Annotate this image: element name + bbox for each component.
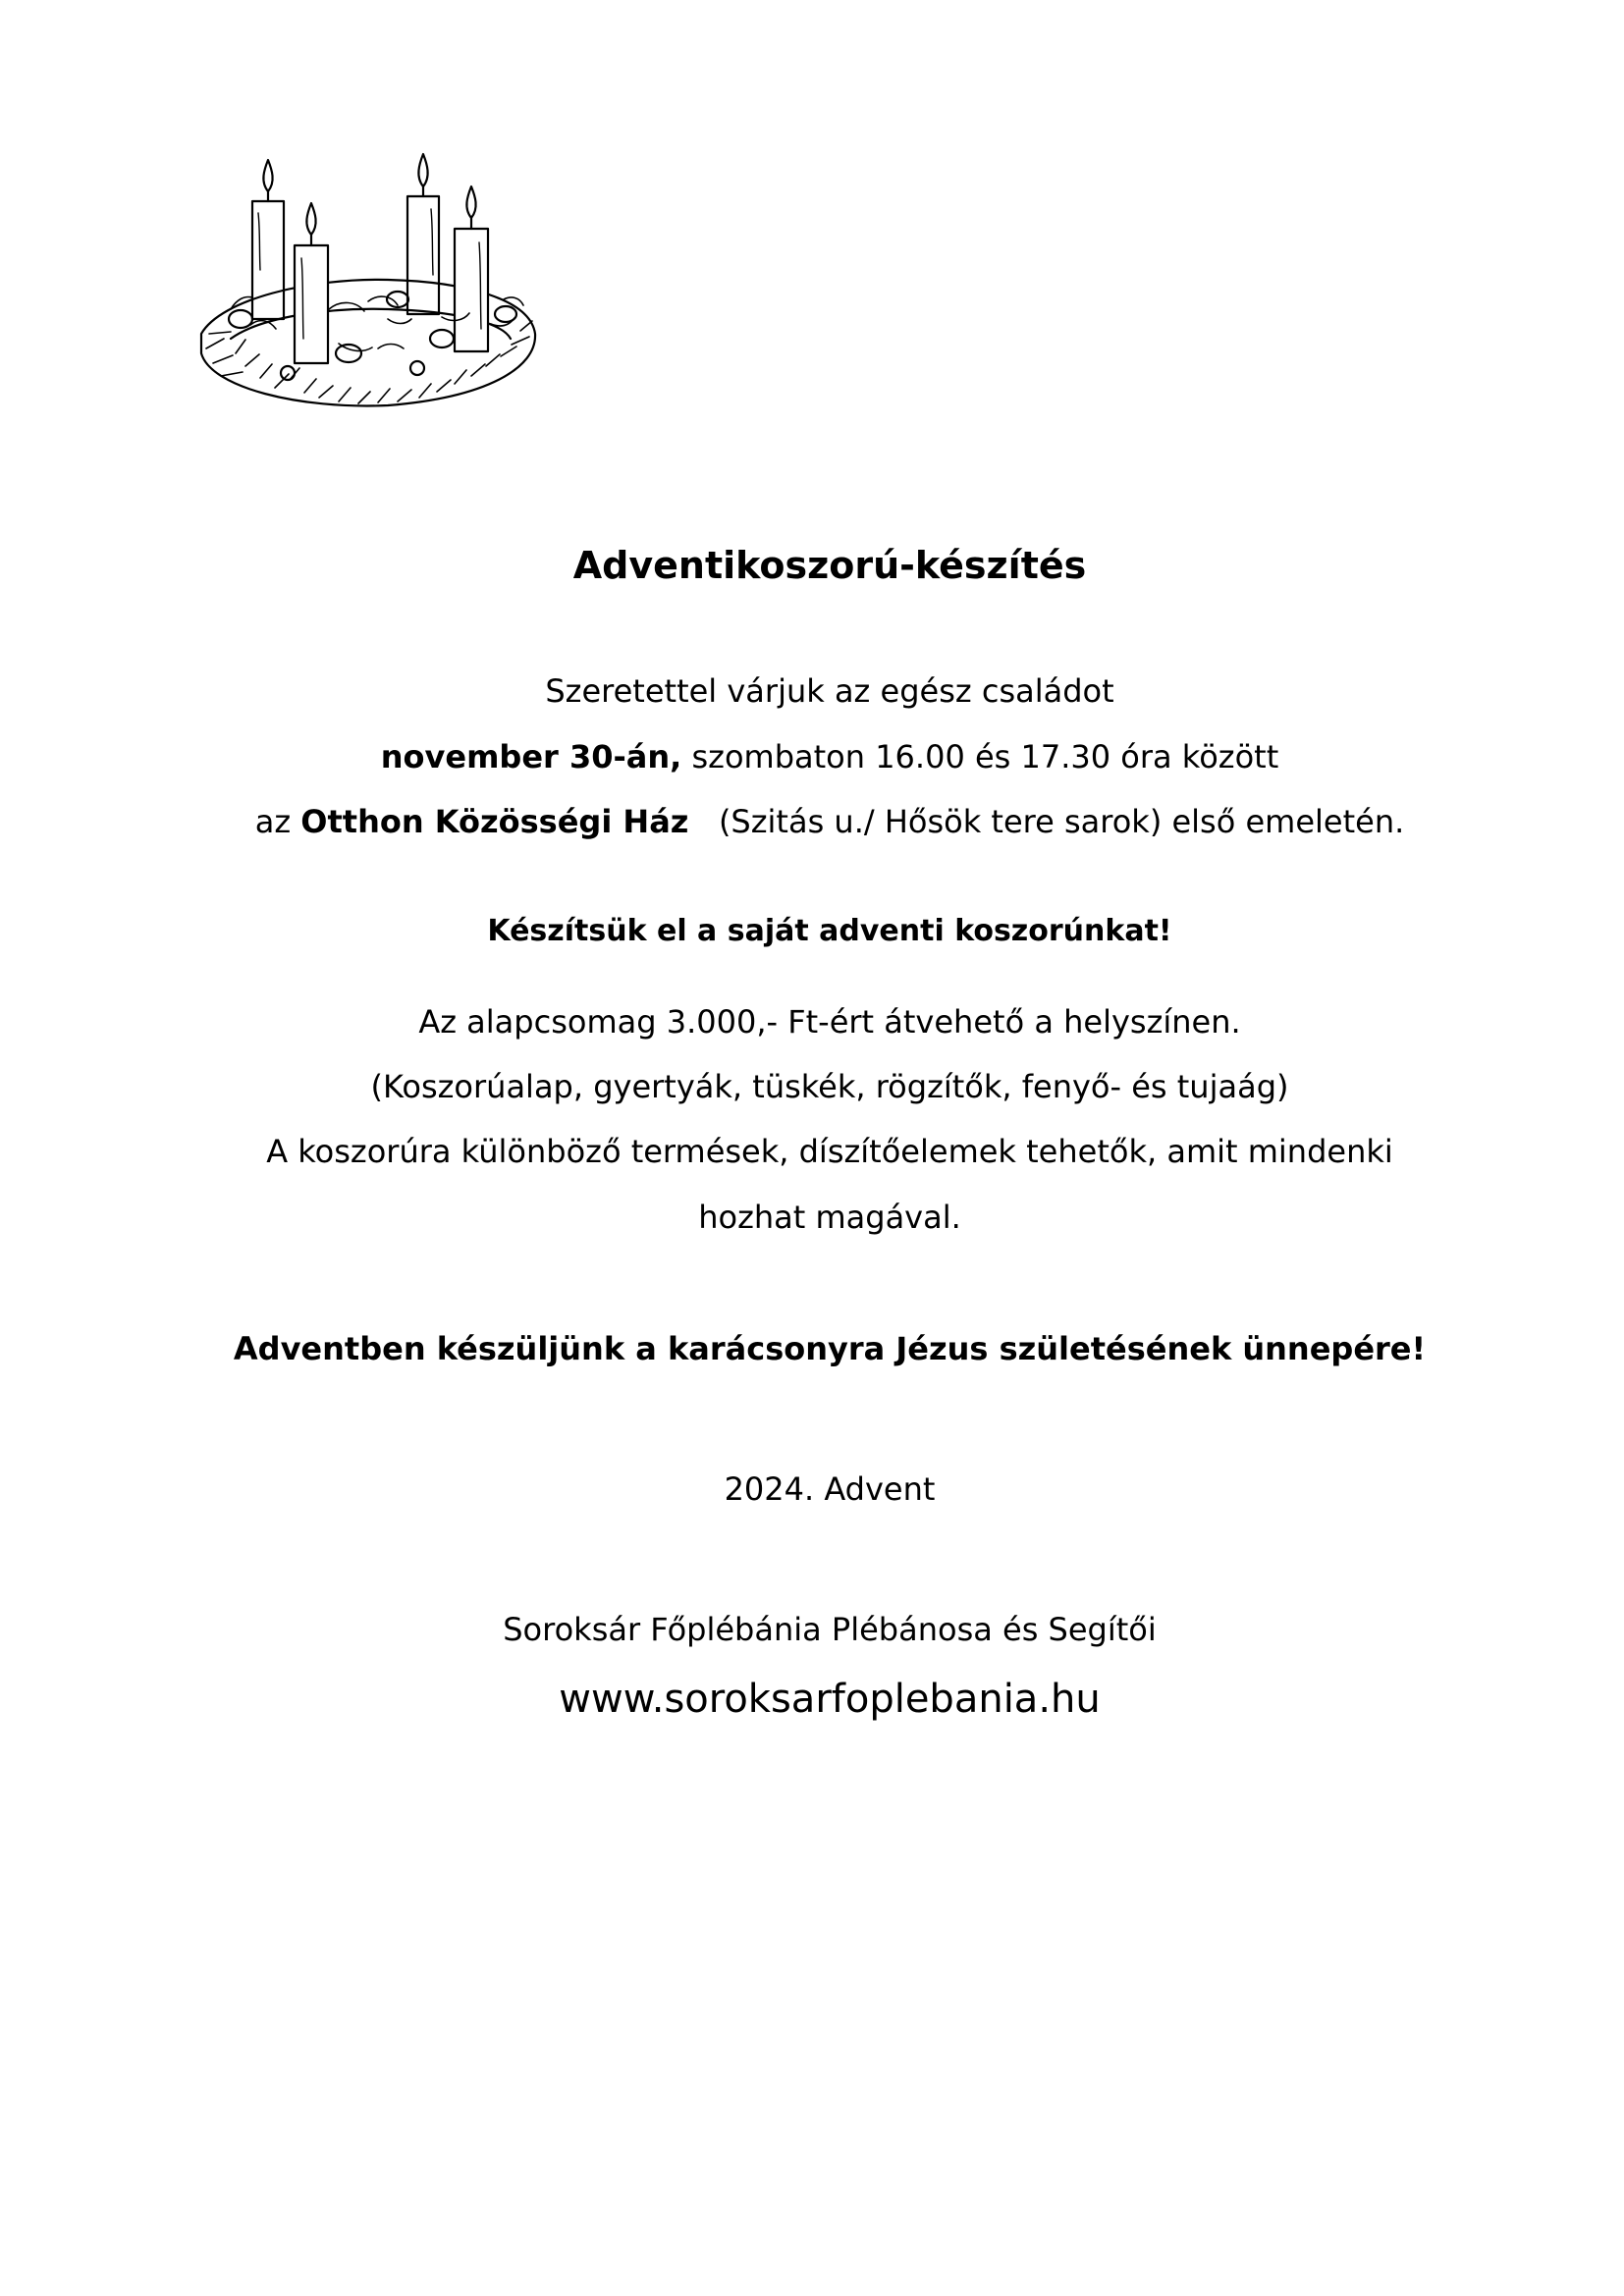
venue-name: Otthon Közösségi Ház: [300, 803, 689, 840]
package-line-4: hozhat magával.: [698, 1199, 961, 1236]
page-title: Adventikoszorú-készítés: [572, 544, 1087, 587]
location-prefix: az: [254, 803, 301, 840]
package-line-1: Az alapcsomag 3.000,- Ft-ért átvehető a helyszínen.: [418, 1003, 1241, 1041]
event-time: szombaton 16.00 és 17.30 óra között: [681, 738, 1279, 775]
invitation-line-2: [177, 738, 1483, 775]
advent-wreath-icon: [191, 152, 545, 422]
event-date: november 30-án,: [380, 738, 682, 775]
venue-address: (Szitás u./ Hősök tere sarok) első emeletén.: [688, 803, 1405, 840]
package-line-3: A koszorúra különböző termések, díszítőelemek tehetők, amit mindenki: [266, 1133, 1393, 1170]
package-line-2: (Koszorúalap, gyertyák, tüskék, rögzítők, fenyő- és tujaág): [370, 1068, 1289, 1105]
invitation-line-1: Szeretettel várjuk az egész családot: [545, 672, 1114, 710]
invitation-line-3: [177, 803, 1483, 840]
website-link[interactable]: www.soroksarfoplebania.hu: [559, 1677, 1101, 1722]
callout-advent: Adventben készüljünk a karácsonyra Jézus születésének ünnepére!: [233, 1330, 1427, 1367]
year-label: 2024. Advent: [724, 1470, 936, 1508]
signature: Soroksár Főplébánia Plébánosa és Segítői: [503, 1611, 1157, 1648]
callout-make-wreath: Készítsük el a saját adventi koszorúnkat!: [487, 914, 1172, 948]
